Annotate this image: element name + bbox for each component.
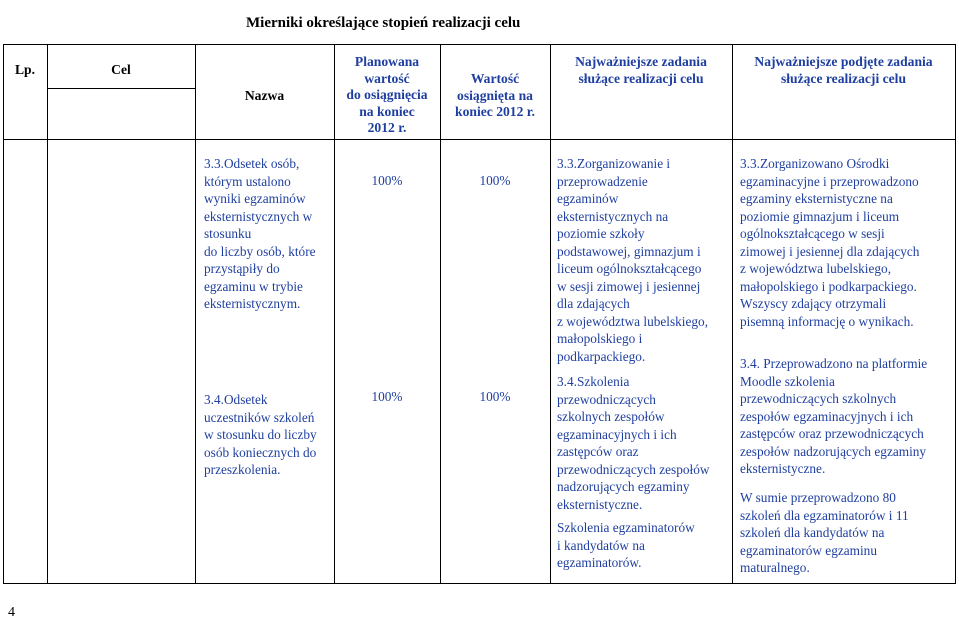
plan-value-3-3: 100% bbox=[371, 173, 403, 188]
header-wartosc: Wartość osiągnięta na koniec 2012 r. bbox=[455, 71, 535, 120]
achieved-value-3-4: 100% bbox=[479, 389, 511, 404]
miernik-3-4-name: 3.4.Odsetek uczestników szkoleń w stosunku do liczby osób koniecznych do przeszkolenia. bbox=[204, 392, 317, 477]
header-nazwa: Nazwa bbox=[244, 88, 285, 103]
completed-task-summary: W sumie przeprowadzono 80 szkoleń dla egzaminatorów i 11 szkoleń dla kandydatów na egzaminatorów egzaminu maturalnego. bbox=[740, 490, 909, 575]
plan-value-3-4: 100% bbox=[371, 389, 403, 404]
header-planowana: Planowana wartość do osiągnięcia na koniec 2012 r. bbox=[346, 54, 428, 136]
page-title: Mierniki określające stopień realizacji celu bbox=[246, 15, 521, 31]
miernik-3-3-name: 3.3.Odsetek osób, którym ustalono wyniki egzaminów eksternistycznych w stosunku do liczby osób, które przystąpiły do egzaminu w trybie eksternistycznym. bbox=[204, 156, 316, 311]
task-3-4: 3.4.Szkolenia przewodniczących szkolnych zespołów egzaminacyjnych i ich zastępców oraz przewodniczących zespołów nadzorujących egzaminy eksternistyczne. bbox=[557, 374, 710, 512]
header-lp: Lp. bbox=[14, 62, 36, 77]
header-zadania: Najważniejsze zadania służące realizacji celu bbox=[575, 54, 707, 86]
header-cel: Cel bbox=[111, 62, 131, 77]
completed-task-3-4: 3.4. Przeprowadzono na platformie Moodle szkolenia przewodniczących szkolnych zespołów egzaminacyjnych i ich zastępców oraz przewodniczących zespołów nadzorujących egzaminy eksternistyczne. bbox=[740, 356, 928, 476]
task-3-4-training: Szkolenia egzaminatorów i kandydatów na egzaminatorów. bbox=[557, 520, 695, 570]
achieved-value-3-3: 100% bbox=[479, 173, 511, 188]
page-number: 4 bbox=[8, 605, 15, 620]
completed-task-3-3: 3.3.Zorganizowano Ośrodki egzaminacyjne i przeprowadzono egzaminy eksternistyczne na poziomie gimnazjum i liceum ogólnokształcącego w sesji zimowej i jesiennej dla zdających z województwa lubelskiego, małopolskiego i podkarpackiego. Wszyscy zdający otrzymali pisemną informację o wynikach. bbox=[740, 156, 920, 329]
task-3-3: 3.3.Zorganizowanie i przeprowadzenie egzaminów eksternistycznych na poziomie szkoły podstawowej, gimnazjum i liceum ogólnokształcącego w sesji zimowej i jesiennej dla zdających z województwa lubelskiego, małopolskiego i podkarpackiego. bbox=[557, 156, 709, 364]
header-podjete: Najważniejsze podjęte zadania służące realizacji celu bbox=[754, 54, 933, 86]
